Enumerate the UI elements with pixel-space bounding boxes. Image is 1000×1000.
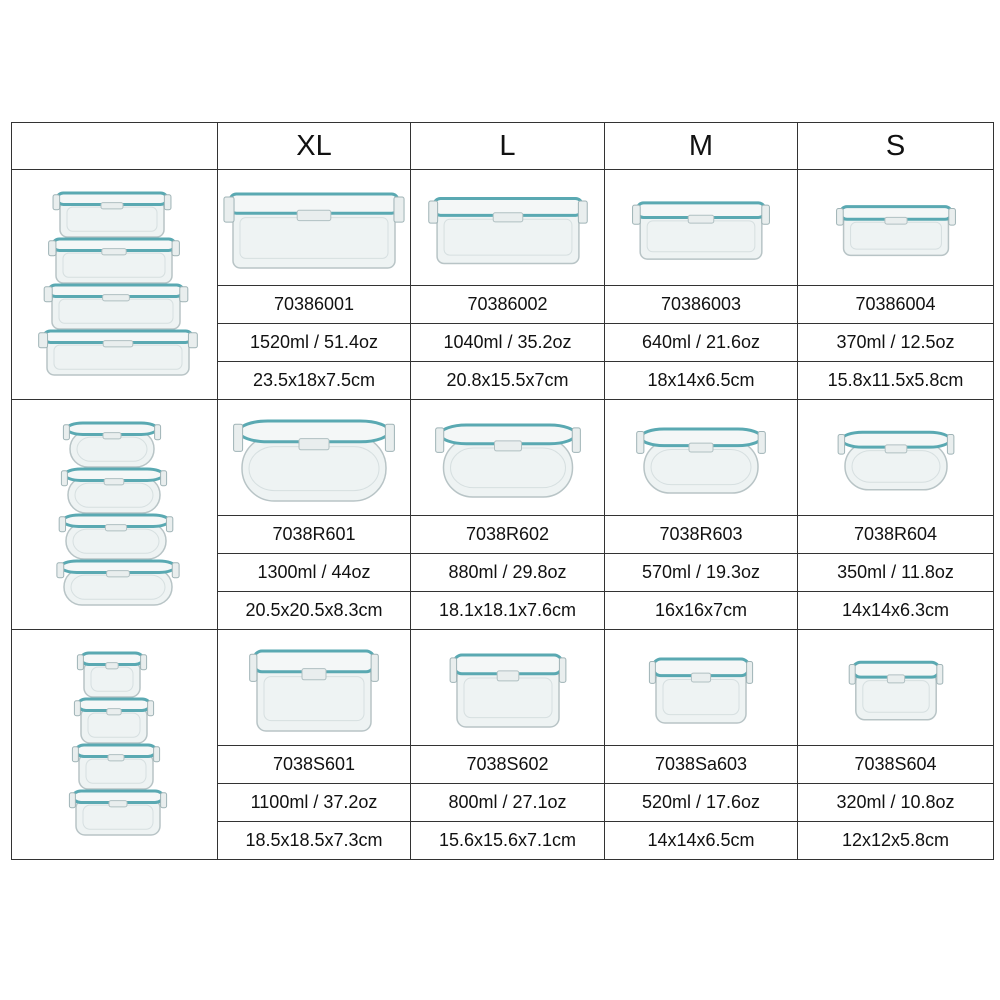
product-code: 7038S601 [218, 746, 411, 784]
group-stack-cell [12, 400, 218, 630]
product-code: 70386003 [605, 286, 798, 324]
glass-container-icon [798, 633, 993, 743]
product-image-cell [218, 170, 411, 286]
product-image-cell [411, 630, 605, 746]
product-image-cell [605, 400, 798, 516]
capacity-value: 350ml / 11.8oz [798, 554, 994, 592]
glass-container-icon [411, 403, 604, 513]
dimension-value: 12x12x5.8cm [798, 822, 994, 860]
dimension-value: 15.8x11.5x5.8cm [798, 362, 994, 400]
product-code: 7038S602 [411, 746, 605, 784]
capacity-value: 800ml / 27.1oz [411, 784, 605, 822]
product-code: 70386004 [798, 286, 994, 324]
capacity-value: 320ml / 10.8oz [798, 784, 994, 822]
capacity-value: 370ml / 12.5oz [798, 324, 994, 362]
glass-container-icon [218, 633, 410, 743]
product-image-row [12, 170, 994, 286]
group-stack-cell [12, 630, 218, 860]
product-spec-table [11, 122, 994, 860]
container-stack-icon [12, 415, 217, 615]
dimension-value: 23.5x18x7.5cm [218, 362, 411, 400]
product-code: 7038R602 [411, 516, 605, 554]
dimension-value: 15.6x15.6x7.1cm [411, 822, 605, 860]
product-code: 70386001 [218, 286, 411, 324]
dimension-value: 14x14x6.3cm [798, 592, 994, 630]
dimension-value: 20.8x15.5x7cm [411, 362, 605, 400]
product-image-cell [798, 400, 994, 516]
product-code: 7038R604 [798, 516, 994, 554]
capacity-value: 880ml / 29.8oz [411, 554, 605, 592]
glass-container-icon [798, 403, 993, 513]
product-image-cell [218, 630, 411, 746]
glass-container-icon [605, 633, 797, 743]
product-code: 7038S604 [798, 746, 994, 784]
product-image-cell [218, 400, 411, 516]
capacity-value: 1040ml / 35.2oz [411, 324, 605, 362]
product-image-cell [411, 400, 605, 516]
capacity-value: 1100ml / 37.2oz [218, 784, 411, 822]
dimension-value: 18.1x18.1x7.6cm [411, 592, 605, 630]
product-code: 7038R601 [218, 516, 411, 554]
size-header-s: S [798, 123, 994, 170]
glass-container-icon [411, 633, 604, 743]
product-image-row [12, 630, 994, 746]
size-header-xl: XL [218, 123, 411, 170]
container-stack-icon [12, 185, 217, 385]
capacity-value: 520ml / 17.6oz [605, 784, 798, 822]
header-corner-cell [12, 123, 218, 170]
capacity-value: 1520ml / 51.4oz [218, 324, 411, 362]
product-image-cell [411, 170, 605, 286]
product-image-cell [605, 170, 798, 286]
capacity-value: 640ml / 21.6oz [605, 324, 798, 362]
capacity-value: 1300ml / 44oz [218, 554, 411, 592]
glass-container-icon [218, 173, 410, 283]
group-stack-cell [12, 170, 218, 400]
glass-container-icon [605, 173, 797, 283]
dimension-value: 18.5x18.5x7.3cm [218, 822, 411, 860]
size-header-m: M [605, 123, 798, 170]
container-stack-icon [12, 645, 217, 845]
glass-container-icon [411, 173, 604, 283]
size-header-l: L [411, 123, 605, 170]
dimension-value: 18x14x6.5cm [605, 362, 798, 400]
size-header-row [12, 123, 994, 170]
product-image-row [12, 400, 994, 516]
product-code: 7038Sa603 [605, 746, 798, 784]
product-image-cell [798, 170, 994, 286]
product-code: 70386002 [411, 286, 605, 324]
dimension-value: 14x14x6.5cm [605, 822, 798, 860]
glass-container-icon [605, 403, 797, 513]
dimension-value: 16x16x7cm [605, 592, 798, 630]
product-code: 7038R603 [605, 516, 798, 554]
product-image-cell [605, 630, 798, 746]
glass-container-icon [218, 403, 410, 513]
dimension-value: 20.5x20.5x8.3cm [218, 592, 411, 630]
glass-container-icon [798, 173, 993, 283]
capacity-value: 570ml / 19.3oz [605, 554, 798, 592]
product-image-cell [798, 630, 994, 746]
